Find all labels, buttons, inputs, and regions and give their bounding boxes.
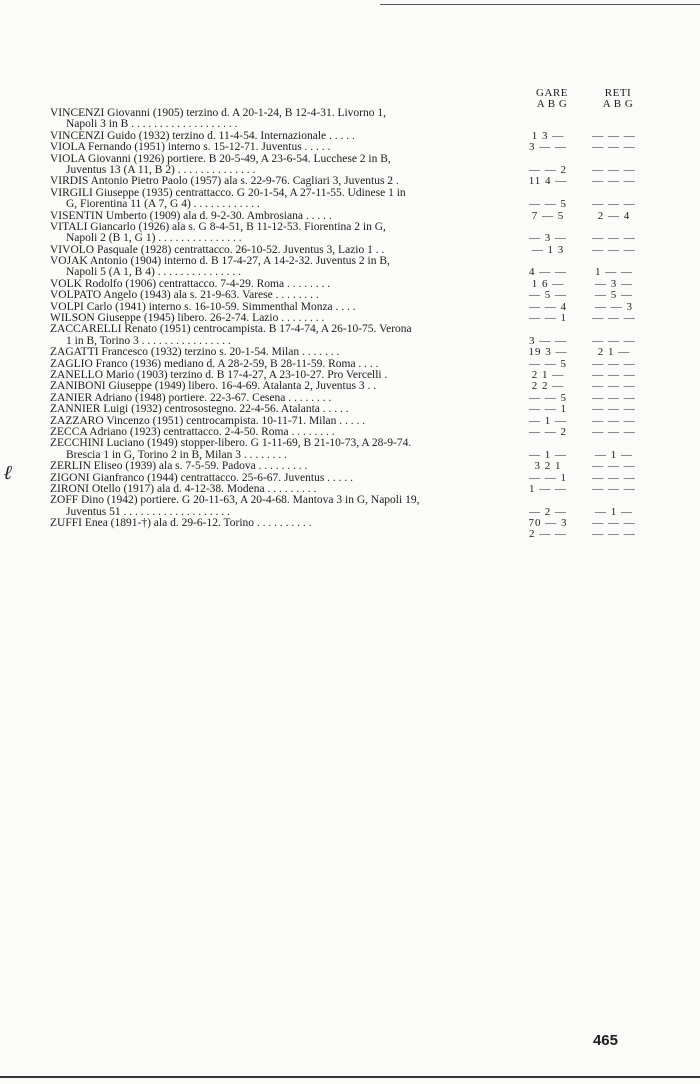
reti-values: 2 — 4 — [597, 209, 631, 222]
entry-first-line — [50, 108, 650, 119]
entry-text: Napoli 5 (A 1, B 4) . . . . . . . . . . . . . . . — [66, 267, 242, 279]
entry-text: VOJAK Antonio (1904) interno d. B 17-4-27, A 14-2-32. Juventus 2 in B, — [50, 256, 390, 268]
gare-values: 1 3 — — [531, 129, 565, 142]
gare-values: 3 2 1 — [534, 460, 562, 473]
reti-title: RETI — [604, 87, 632, 99]
player-entry — [50, 461, 650, 472]
entry-first-line — [50, 176, 650, 187]
entry-text: ZERLIN Eliseo (1939) ala s. 7-5-59. Padova . . . . . . . . . — [50, 461, 308, 473]
reti-values: — — — — [592, 460, 636, 473]
player-entry — [50, 404, 650, 415]
entry-text: ZANIBONI Giuseppe (1949) libero. 16-4-69. Atalanta 2, Juventus 3 . . — [50, 381, 377, 393]
gare-title: GARE — [536, 87, 568, 99]
entry-text: VINCENZI Giovanni (1905) terzino d. A 20-1-24, B 12-4-31. Livorno 1, — [50, 108, 387, 119]
entry-text: VOLK Rodolfo (1906) centrattacco. 7-4-29. Roma . . . . . . . . — [50, 278, 331, 290]
reti-values: 2 1 — — [597, 346, 631, 359]
entry-first-line — [50, 313, 650, 324]
page-number: 465 — [592, 1032, 618, 1049]
entry-text: VIOLA Giovanni (1926) portiere. B 20-5-49, A 23-6-54. Lucchese 2 in B, — [50, 153, 391, 165]
player-entry — [50, 484, 650, 495]
entry-first-line — [50, 290, 650, 301]
entry-text: ZAGLIO Franco (1936) mediano d. A 28-2-59, B 28-11-59. Roma . . . . — [50, 358, 379, 370]
player-entry — [50, 245, 650, 256]
entry-continuation-line — [50, 233, 650, 244]
reti-values: — — — — [592, 403, 636, 416]
gare-values: 19 3 — — [528, 346, 568, 359]
entry-first-line — [50, 495, 650, 506]
gare-header — [524, 88, 580, 110]
entry-first-line — [50, 438, 650, 449]
reti-values: — — — — [592, 357, 636, 370]
gare-values: 2 2 — — [531, 380, 565, 393]
player-entry — [50, 142, 650, 153]
reti-values: — 5 — — [595, 289, 633, 302]
gare-values: — 1 — — [529, 414, 567, 427]
reti-values: — — — — [592, 198, 636, 211]
entry-text: Juventus 13 (A 11, B 2) . . . . . . . . . . . . . . — [66, 164, 256, 176]
gare-values: 70 — 3 — [528, 517, 568, 530]
gare-values: 3 — — — [529, 334, 567, 347]
entry-text: Brescia 1 in G, Torino 2 in B, Milan 3 . . . . . . . . — [66, 449, 287, 461]
gare-values: — 5 — — [529, 289, 567, 302]
gare-values: 1 6 — — [531, 277, 565, 290]
player-entry — [50, 313, 650, 324]
gare-values: — 1 — — [529, 448, 567, 461]
entry-text: WILSON Giuseppe (1945) libero. 26-2-74. Lazio . . . . . . . . — [50, 313, 325, 325]
entry-text: ZUFFI Enea (1891-†) ala d. 29-6-12. Torino . . . . . . . . . . — [50, 518, 312, 530]
reti-header — [590, 88, 646, 110]
bottom-rule — [0, 1076, 700, 1078]
entry-first-line — [50, 142, 650, 153]
reti-values: — — — — [592, 517, 636, 530]
entry-text: ZANIER Adriano (1948) portiere. 22-3-67. Cesena . . . . . . . . — [50, 392, 332, 404]
player-entry — [50, 108, 650, 131]
reti-values: — — — — [592, 334, 636, 347]
entry-first-line — [50, 427, 650, 438]
reti-subheader: A B G — [602, 98, 634, 110]
reti-values-extra: — — — — [592, 528, 636, 541]
entry-text: ZACCARELLI Renato (1951) centrocampista. B 17-4-74, A 26-10-75. Verona — [50, 324, 412, 336]
player-entries-list — [50, 108, 650, 541]
player-entry — [50, 154, 650, 177]
player-entry — [50, 222, 650, 245]
entry-text: VITALI Giancarlo (1926) ala s. G 8-4-51, B 11-12-53. Fiorentina 2 in G, — [50, 221, 386, 233]
gare-values: 2 1 — — [531, 368, 565, 381]
entry-text: ZIGONI Gianfranco (1944) centrattacco. 25-6-67. Juventus . . . . . — [50, 472, 354, 484]
reti-values: — — — — [592, 380, 636, 393]
entry-first-line — [50, 245, 650, 256]
reti-values: — — — — [592, 471, 636, 484]
reti-values: — — — — [592, 175, 636, 188]
reti-values: — 1 — — [595, 505, 633, 518]
reti-values: — — — — [592, 163, 636, 176]
entry-text: VIRDIS Antonio Pietro Paolo (1957) ala s. 22-9-76. Cagliari 3, Juventus 2 . — [50, 176, 399, 188]
reti-values: — — — — [592, 243, 636, 256]
player-entry — [50, 290, 650, 301]
entry-text: VIRGILI Giuseppe (1935) centrattacco. G 20-1-54, A 27-11-55. Udinese 1 in — [50, 187, 406, 199]
entry-text: 1 in B, Torino 3 . . . . . . . . . . . . . . . . — [66, 335, 231, 347]
entry-text: ZANNIER Luigi (1932) centrosostegno. 22-4-56. Atalanta . . . . . — [50, 404, 349, 416]
gare-values: — 3 — — [529, 232, 567, 245]
entry-first-line — [50, 484, 650, 495]
entry-text: ZAZZARO Vincenzo (1951) centrocampista. 10-11-71. Milan . . . . . — [50, 415, 366, 427]
gare-values: — — 5 — [529, 198, 567, 211]
entry-text: VOLPATO Angelo (1943) ala s. 21-9-63. Varese . . . . . . . . — [50, 290, 319, 302]
entry-text: VISENTIN Umberto (1909) ala d. 9-2-30. Ambrosiana . . . . . — [50, 210, 332, 222]
margin-handwritten-mark: ℓ — [1, 462, 14, 484]
reti-values: 1 — — — [595, 266, 633, 279]
reti-values: — — — — [592, 129, 636, 142]
entry-text: G, Fiorentina 11 (A 7, G 4) . . . . . . . . . . . . — [66, 199, 260, 211]
reti-values: — — 3 — [595, 300, 633, 313]
gare-values: — — 1 — [529, 403, 567, 416]
gare-values: — 1 3 — [531, 243, 565, 256]
gare-values: — — 5 — [529, 391, 567, 404]
player-entry — [50, 188, 650, 211]
entry-text: VINCENZI Guido (1932) terzino d. 11-4-54. Internazionale . . . . . — [50, 130, 355, 142]
gare-values: — — 2 — [529, 163, 567, 176]
entry-text: ZAGATTI Francesco (1932) terzino s. 20-1-54. Milan . . . . . . . — [50, 347, 340, 359]
gare-values: — — 1 — [529, 471, 567, 484]
gare-values: 4 — — — [529, 266, 567, 279]
player-entry — [50, 256, 650, 279]
gare-values: — 2 — — [529, 505, 567, 518]
gare-values: 3 — — — [529, 141, 567, 154]
reti-values: — — — — [592, 232, 636, 245]
player-entry — [50, 438, 650, 461]
player-entry — [50, 495, 650, 518]
entry-extra-line — [50, 529, 650, 540]
player-entry — [50, 324, 650, 347]
entry-text: VIOLA Fernando (1951) interno s. 15-12-71. Juventus . . . . . — [50, 142, 331, 154]
reti-values: — — — — [592, 425, 636, 438]
entry-first-line — [50, 211, 650, 222]
player-entry — [50, 427, 650, 438]
gare-values: — — 5 — [529, 357, 567, 370]
entry-text: VOLPI Carlo (1941) interno s. 16-10-59. Simmenthal Monza . . . . — [50, 301, 356, 313]
entry-first-line — [50, 404, 650, 415]
entry-text: Napoli 2 (B 1, G 1) . . . . . . . . . . . . . . . — [66, 233, 242, 245]
reti-values: — — — — [592, 482, 636, 495]
entry-text: ZECCA Adriano (1923) centrattacco. 2-4-50. Roma . . . . . . . . — [50, 426, 335, 438]
gare-values: 7 — 5 — [531, 209, 565, 222]
entry-text: ZIRONI Otello (1917) ala d. 4-12-38. Modena . . . . . . . . . — [50, 483, 317, 495]
reti-values: — — — — [592, 391, 636, 404]
player-entry — [50, 211, 650, 222]
reti-values: — — — — [592, 312, 636, 325]
entry-first-line — [50, 347, 650, 358]
entry-text: ZOFF Dino (1942) portiere. G 20-11-63, A 20-4-68. Mantova 3 in G, Napoli 19, — [50, 495, 420, 507]
gare-values: — — 1 — [529, 312, 567, 325]
gare-values: 1 — — — [529, 482, 567, 495]
reti-values: — — — — [592, 368, 636, 381]
entry-text: Napoli 3 in B . . . . . . . . . . . . . . . . . . . — [66, 119, 238, 131]
entry-continuation-line — [50, 199, 650, 210]
reti-values: — — — — [592, 141, 636, 154]
gare-values-extra: 2 — — — [529, 528, 567, 541]
gare-values: 11 4 — — [528, 175, 568, 188]
reti-values: — 1 — — [595, 448, 633, 461]
gare-values: — — 4 — [529, 300, 567, 313]
entry-text: VIVOLO Pasquale (1928) centrattacco. 26-10-52. Juventus 3, Lazio 1 . . — [50, 244, 385, 256]
entry-text: ZECCHINI Luciano (1949) stopper-libero. G 1-11-69, B 21-10-73, A 28-9-74. — [50, 438, 412, 450]
entry-first-line — [50, 461, 650, 472]
player-entry — [50, 347, 650, 358]
entry-text: Juventus 51 . . . . . . . . . . . . . . . . . . . — [66, 506, 230, 518]
reti-values: — 3 — — [595, 277, 633, 290]
player-entry — [50, 518, 650, 541]
entry-text: ZANELLO Mario (1903) terzino d. B 17-4-27, A 23-10-27. Pro Vercelli . — [50, 369, 388, 381]
gare-values: — — 2 — [529, 425, 567, 438]
gare-subheader: A B G — [536, 98, 568, 110]
reti-values: — — — — [592, 414, 636, 427]
player-entry — [50, 176, 650, 187]
